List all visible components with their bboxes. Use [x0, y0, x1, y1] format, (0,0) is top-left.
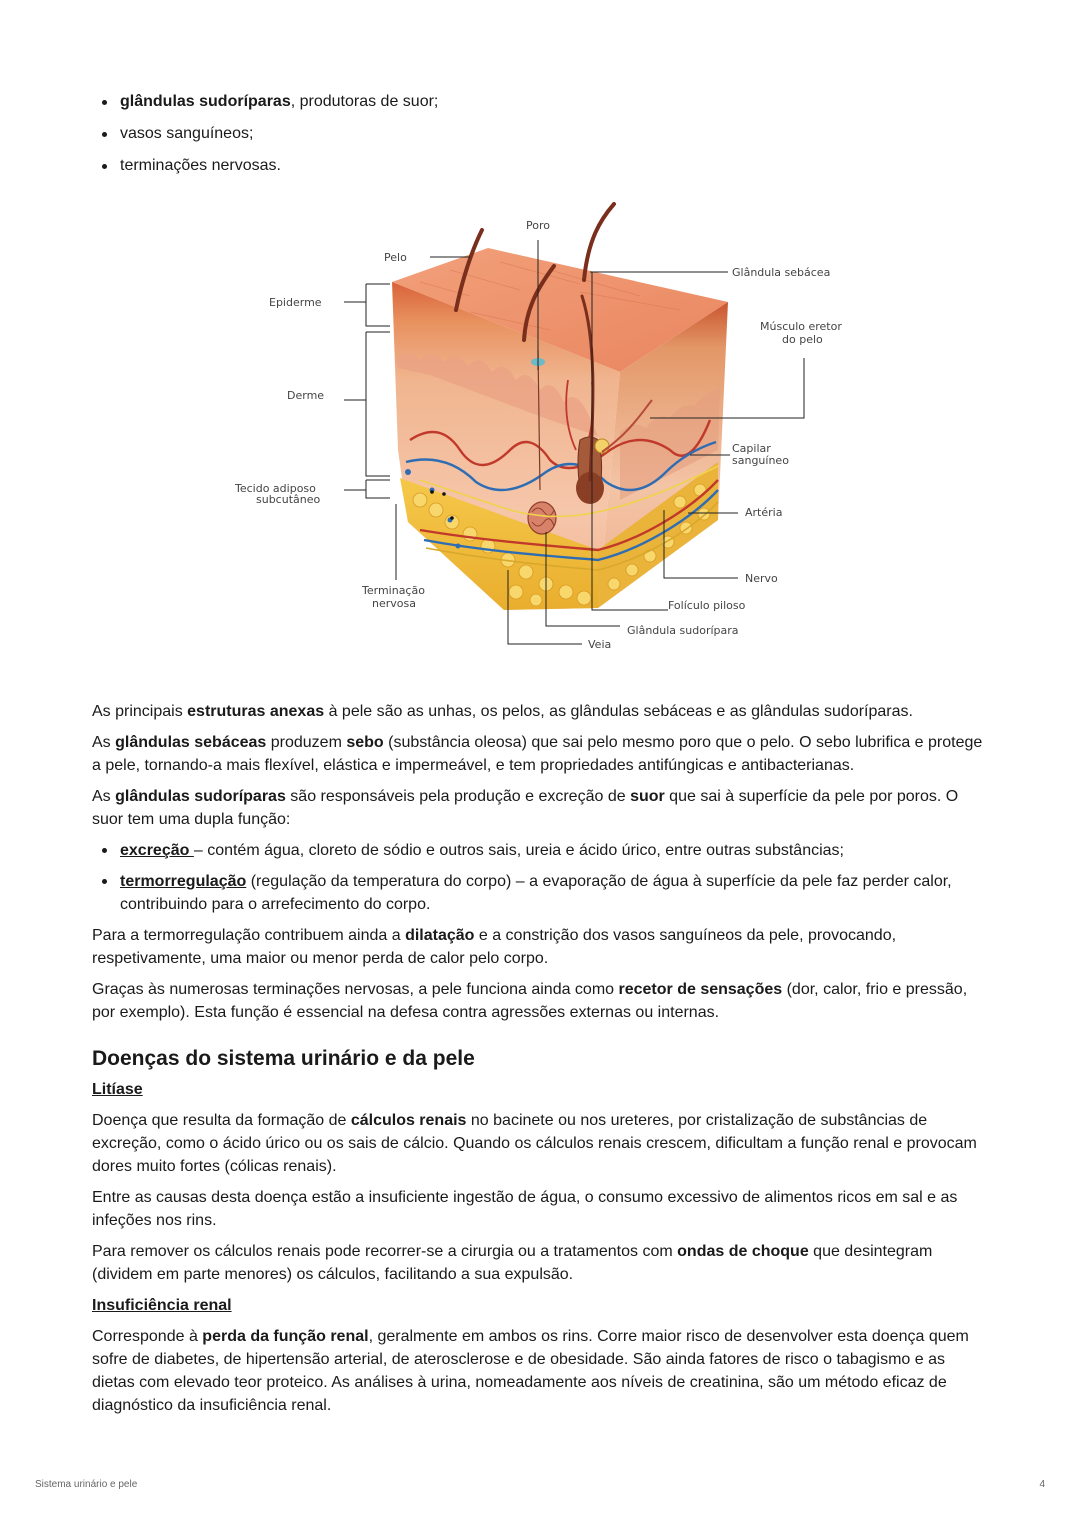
label-terminacao-2: nervosa	[372, 597, 416, 610]
label-capilar-2: sanguíneo	[732, 454, 789, 467]
label-tecido-adiposo-1: Tecido adiposo	[235, 482, 316, 495]
label-musculo-eretor-2: do pelo	[782, 333, 823, 346]
subsection-heading-litiase: Litíase	[92, 1081, 143, 1098]
label-pelo: Pelo	[384, 251, 407, 264]
label-arteria: Artéria	[745, 506, 783, 519]
label-glandula-sebacea: Glândula sebácea	[732, 266, 831, 279]
label-glandula-sudoripara: Glândula sudorípara	[627, 624, 739, 637]
main-text	[92, 700, 992, 1425]
paragraph: As glândulas sudoríparas são responsáveis pela produção e excreção de suor que sai à superfície da pele por poros. O suor tem uma dupla função:	[92, 788, 959, 828]
label-poro: Poro	[526, 219, 550, 232]
sweat-function-list	[92, 839, 992, 916]
paragraph: As principais estruturas anexas à pele são as unhas, os pelos, as glândulas sebáceas e as glândulas sudoríparas.	[92, 703, 913, 720]
label-veia: Veia	[588, 638, 612, 651]
label-tecido-adiposo-2: subcutâneo	[256, 493, 321, 506]
label-musculo-eretor-1: Músculo eretor	[760, 320, 842, 333]
section-heading: Doenças do sistema urinário e da pele	[92, 1047, 475, 1070]
list-item: vasos sanguíneos;	[96, 124, 438, 144]
list-item: termorregulação (regulação da temperatura do corpo) – a evaporação de água à superfície da pele faz perder calor, contribuindo para o arrefecimento do corpo.	[92, 870, 992, 916]
top-bullet-list	[96, 92, 438, 188]
list-item: terminações nervosas.	[96, 156, 438, 176]
list-item: excreção – contém água, cloreto de sódio e outros sais, ureia e ácido úrico, entre outras substâncias;	[92, 839, 992, 862]
paragraph: Entre as causas desta doença estão a insuficiente ingestão de água, o consumo excessivo de alimentos ricos em sal e as infeções nos rins.	[92, 1189, 958, 1229]
label-epiderme: Epiderme	[269, 296, 322, 309]
paragraph: Doença que resulta da formação de cálculos renais no bacinete ou nos ureteres, por cristalização de substâncias de excreção, como o ácido úrico ou os sais de cálcio. Quando os cálculos renais crescem, dificultam a função renal e provocam dores muito fortes (cólicas renais).	[92, 1112, 977, 1175]
subsection-heading-insuficiencia: Insuficiência renal	[92, 1297, 232, 1314]
paragraph: Corresponde à perda da função renal, geralmente em ambos os rins. Corre maior risco de desenvolver esta doença quem sofre de diabetes, de hipertensão arterial, de aterosclerose e de obesidade. São ainda fatores de risco o tabagismo e as dietas com elevado teor proteico. As análises à urina, nomeadamente aos níveis de creatinina, são um método eficaz de diagnóstico da insuficiência renal.	[92, 1328, 969, 1414]
list-item: glândulas sudoríparas, produtoras de suor;	[96, 92, 438, 112]
label-foliculo: Folículo piloso	[668, 599, 746, 612]
label-terminacao-1: Terminação	[362, 584, 425, 597]
label-derme: Derme	[287, 389, 325, 402]
paragraph: Graças às numerosas terminações nervosas, a pele funciona ainda como recetor de sensações (dor, calor, frio e pressão, por exemplo). Esta função é essencial na defesa contra agressões externas ou internas.	[92, 981, 968, 1021]
footer-title: Sistema urinário e pele	[35, 1479, 138, 1490]
paragraph: Para a termorregulação contribuem ainda a dilatação e a constrição dos vasos sanguíneos da pele, provocando, respetivamente, uma maior ou menor perda de calor pelo corpo.	[92, 927, 897, 967]
skin-diagram	[220, 200, 860, 660]
label-capilar-1: Capilar	[732, 442, 771, 455]
page-number: 4	[1039, 1479, 1045, 1490]
paragraph: Para remover os cálculos renais pode recorrer-se a cirurgia ou a tratamentos com ondas de choque que desintegram (dividem em parte menores) os cálculos, facilitando a sua expulsão.	[92, 1243, 933, 1283]
label-nervo: Nervo	[745, 572, 778, 585]
paragraph: As glândulas sebáceas produzem sebo (substância oleosa) que sai pelo mesmo poro que o pelo. O sebo lubrifica e protege a pele, tornando-a mais flexível, elástica e impermeável, e tem propriedades antifúngicas e antibacterianas.	[92, 734, 983, 774]
